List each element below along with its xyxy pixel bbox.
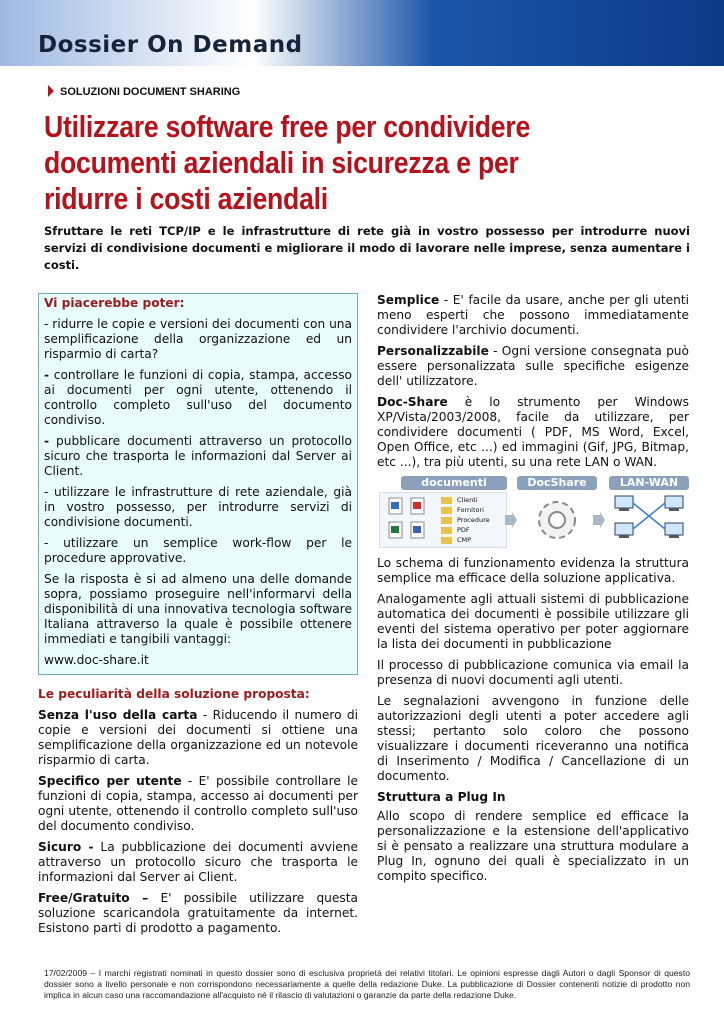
- folder-label: Clienti: [457, 496, 478, 504]
- bullet-dash: -: [44, 368, 50, 382]
- folder-label: CMP: [457, 536, 472, 544]
- box-closing: Se la risposta è si ad almeno una delle domande sopra, possiamo proseguire nell'informarvi della disponibilità di una innovativa tecnologia software Italiana attraverso la quale è possibile ottenere immediati e tangibili vantaggi:: [44, 572, 352, 646]
- feature-item: Personalizzabile - Ogni versione consegnata può essere personalizzata sulle specifiche esigenze dell' utilizzatore.: [377, 344, 689, 388]
- box-item: - pubblicare documenti attraverso un protocollo sicuro che trasporta le informazioni dal Server ai Client.: [44, 434, 352, 478]
- gear-icon: [527, 493, 587, 547]
- plugin-heading: Struttura a Plug In: [377, 790, 506, 804]
- folder-tree-icon: [439, 494, 455, 548]
- box-item: - ridurre le copie e versioni dei documenti con una semplificazione della organizzazione ed un risparmio di carta?: [44, 317, 352, 361]
- folder-label: Fornitori: [457, 506, 484, 514]
- paragraph: Il processo di pubblicazione comunica via email la presenza di nuovi documenti agli utenti.: [377, 658, 689, 687]
- network-computers-icon: [609, 493, 689, 547]
- bullet-dash: -: [44, 434, 50, 448]
- box-item: - utilizzare le infrastrutture di rete aziendale, già in vostro possesso, per introdurre servizi di condivisione documenti.: [44, 485, 352, 529]
- folder-label: Procedure: [457, 516, 490, 524]
- peculiarity-item: Senza l'uso della carta - Riducendo il numero di copie e versioni dei documenti si ottiene una semplificazione della organizzazione ed un notevole risparmio di carta.: [38, 708, 359, 767]
- paragraph: Analogamente agli attuali sistemi di pubblicazione automatica dei documenti è possibile utilizzare gli eventi del sistema operativo per poter aggiornare la lista dei documenti in pubblicazione: [377, 592, 689, 651]
- paragraph: Lo schema di funzionamento evidenza la struttura semplice ma efficace della soluzione applicativa.: [377, 556, 689, 585]
- questions-box: [38, 293, 358, 675]
- diagram-label-docshare: DocShare: [517, 476, 597, 490]
- article-title: Utilizzare software free per condividere documenti aziendali in sicurezza e per ridurre i costi aziendali: [44, 109, 531, 216]
- box-heading: Vi piacerebbe poter:: [44, 296, 185, 310]
- peculiarity-item: Free/Gratuito – E' possibile utilizzare questa soluzione scaricandola gratuitamente da internet. Esistono parti di prodotto a pagamento.: [38, 891, 358, 935]
- right-column: [377, 293, 689, 890]
- section-tag: [48, 85, 240, 98]
- document-files-icon: [385, 494, 435, 548]
- architecture-diagram: [377, 476, 689, 548]
- peculiarities-heading: Le peculiarità della soluzione proposta:: [38, 687, 310, 701]
- peculiarity-item: Specifico per utente - E' possibile controllare le funzioni di copia, stampa, accesso ai documenti per ogni utente, ottenendo il controllo completo sull'uso del documento condiviso.: [38, 774, 359, 833]
- banner-title: Dossier On Demand: [38, 32, 303, 58]
- box-item: - utilizzare un semplice work-flow per le procedure approvative.: [44, 536, 352, 565]
- paragraph: Le segnalazioni avvengono in funzione delle autorizzazioni degli utenti a poter accedere agli stessi; pertanto solo coloro che possono visualizzare i documenti riceveranno una notifica di Inserimento / Modifica / Cancellazione di un documento.: [377, 694, 689, 783]
- header-banner: [0, 0, 724, 66]
- arrow-right-icon: [48, 85, 54, 97]
- website-link[interactable]: www.doc-share.it: [44, 653, 149, 667]
- left-column: [38, 293, 358, 942]
- plugin-text: Allo scopo di rendere semplice ed efficace la personalizzazione e la estensione dell'applicativo si è pensato a realizzare una struttura modulare a Plug In, ognuno dei quali è specializzato in un compito specifico.: [377, 809, 689, 883]
- arrow-right-icon: [505, 512, 517, 528]
- footer-disclaimer: 17/02/2009 – I marchi registrati nominati in questo dossier sono di esclusiva proprietà dei relativi titolari. Le opinioni espresse dagli Autori o dagli Sponsor di questo dossier sono a livello personale e non corrispondono necessariamente a quelle della redazione Duke. La pubblicazione di Dossier contenenti notizie di prodotto non implica in alcun caso una raccomandazione all'acquisto né il rilascio di valutazioni o garanzie da parte della redazione Duke.: [44, 968, 690, 1000]
- diagram-label-lanwan: LAN-WAN: [609, 476, 689, 490]
- folder-label: PDF: [457, 526, 470, 534]
- section-tag-label: SOLUZIONI DOCUMENT SHARING: [60, 86, 241, 98]
- feature-item: Semplice - E' facile da usare, anche per gli utenti meno esperti che possono immediatamente condividere l'archivio documenti.: [377, 293, 689, 337]
- article-lead: Sfruttare le reti TCP/IP e le infrastrutture di rete già in vostro possesso per introdurre nuovi servizi di condivisione documenti e migliorare il modo di lavorare nelle imprese, senza aumentare i costi.: [44, 224, 690, 272]
- peculiarity-item: Sicuro - La pubblicazione dei documenti avviene attraverso un protocollo sicuro che trasporta le informazioni dal Server ai Client.: [38, 840, 359, 884]
- feature-item: Doc-Share è lo strumento per Windows XP/Vista/2003/2008, facile da utilizzare, per condividere documenti ( PDF, MS Word, Excel, Open Office, etc ...) ed immagini (Gif, JPG, Bitmap, etc ...), tra più utenti, su una rete LAN o WAN.: [377, 395, 689, 469]
- box-item: - controllare le funzioni di copia, stampa, accesso ai documenti per ogni utente, ottenendo il controllo completo sull'uso del documento condiviso.: [44, 368, 352, 427]
- diagram-label-documenti: documenti: [401, 476, 507, 490]
- arrow-right-icon: [593, 512, 605, 528]
